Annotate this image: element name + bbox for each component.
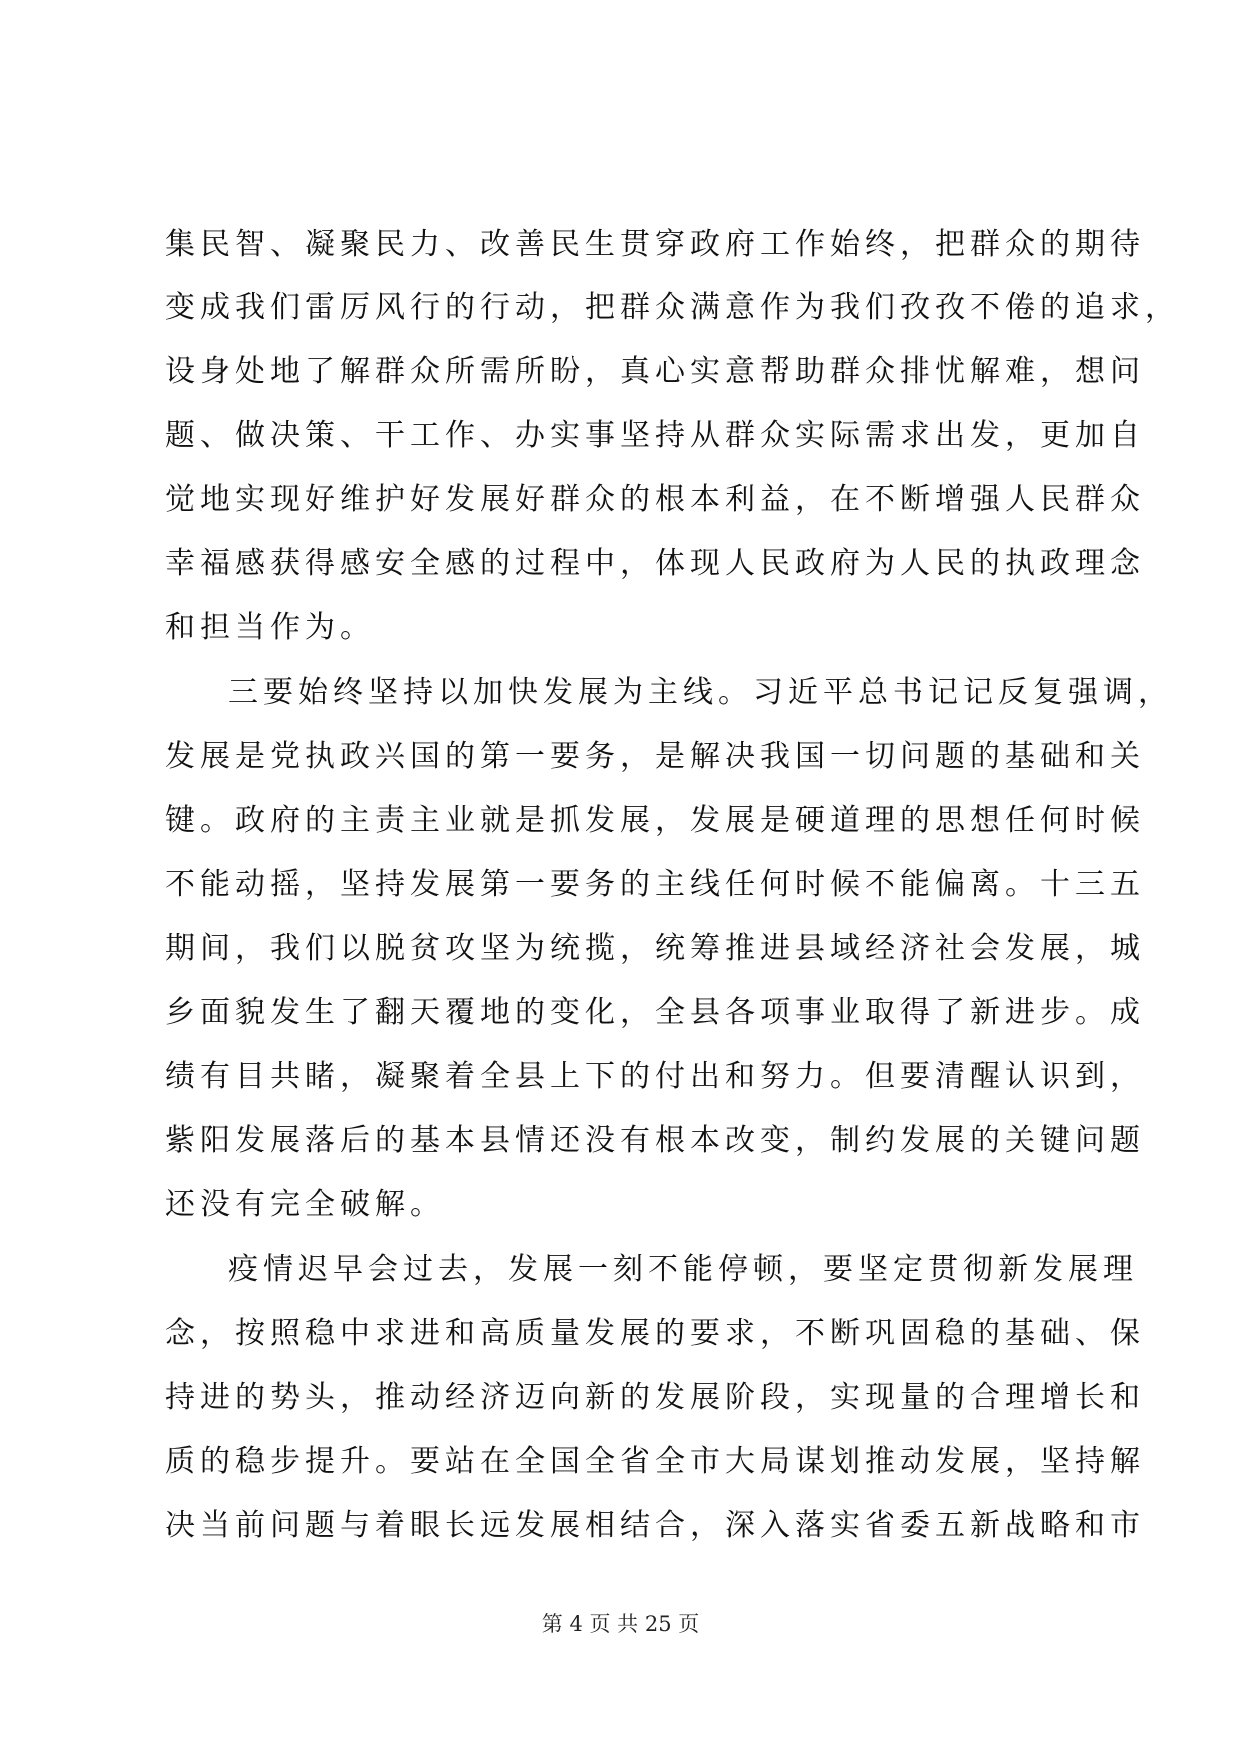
text-line: 发展是党执政兴国的第一要务，是解决我国一切问题的基础和关 <box>165 739 1145 774</box>
text-line: 幸福感获得感安全感的过程中，体现人民政府为人民的执政理念 <box>165 546 1145 581</box>
text-line: 集民智、凝聚民力、改善民生贯穿政府工作始终，把群众的期待 <box>165 227 1145 262</box>
text-line: 变成我们雷厉风行的行动，把群众满意作为我们孜孜不倦的追求， <box>165 290 1180 325</box>
text-line: 觉地实现好维护好发展好群众的根本利益，在不断增强人民群众 <box>165 482 1145 517</box>
text-line: 和担当作为。 <box>165 610 375 645</box>
paragraph-first-line: 疫情迟早会过去，发展一刻不能停顿，要坚定贯彻新发展理 <box>228 1252 1138 1287</box>
text-line: 质的稳步提升。要站在全国全省全市大局谋划推动发展，坚持解 <box>165 1444 1145 1479</box>
text-line: 紫阳发展落后的基本县情还没有根本改变，制约发展的关键问题 <box>165 1123 1145 1158</box>
text-line: 念，按照稳中求进和高质量发展的要求，不断巩固稳的基础、保 <box>165 1316 1145 1351</box>
paragraph-first-line: 三要始终坚持以加快发展为主线。习近平总书记记反复强调， <box>228 675 1173 710</box>
text-line: 乡面貌发生了翻天覆地的变化，全县各项事业取得了新进步。成 <box>165 995 1145 1030</box>
text-line: 不能动摇，坚持发展第一要务的主线任何时候不能偏离。十三五 <box>165 867 1145 902</box>
text-line: 键。政府的主责主业就是抓发展，发展是硬道理的思想任何时候 <box>165 803 1145 838</box>
text-line: 持进的势头，推动经济迈向新的发展阶段，实现量的合理增长和 <box>165 1380 1145 1415</box>
text-line: 决当前问题与着眼长远发展相结合，深入落实省委五新战略和市 <box>165 1508 1145 1543</box>
text-line: 还没有完全破解。 <box>165 1187 445 1222</box>
text-line: 题、做决策、干工作、办实事坚持从群众实际需求出发，更加自 <box>165 418 1145 453</box>
text-line: 设身处地了解群众所需所盼，真心实意帮助群众排忧解难，想问 <box>165 354 1145 389</box>
page-number-footer: 第 4 页 共 25 页 <box>541 1612 700 1636</box>
text-line: 绩有目共睹，凝聚着全县上下的付出和努力。但要清醒认识到， <box>165 1059 1145 1094</box>
text-line: 期间，我们以脱贫攻坚为统揽，统筹推进县域经济社会发展，城 <box>165 931 1145 966</box>
